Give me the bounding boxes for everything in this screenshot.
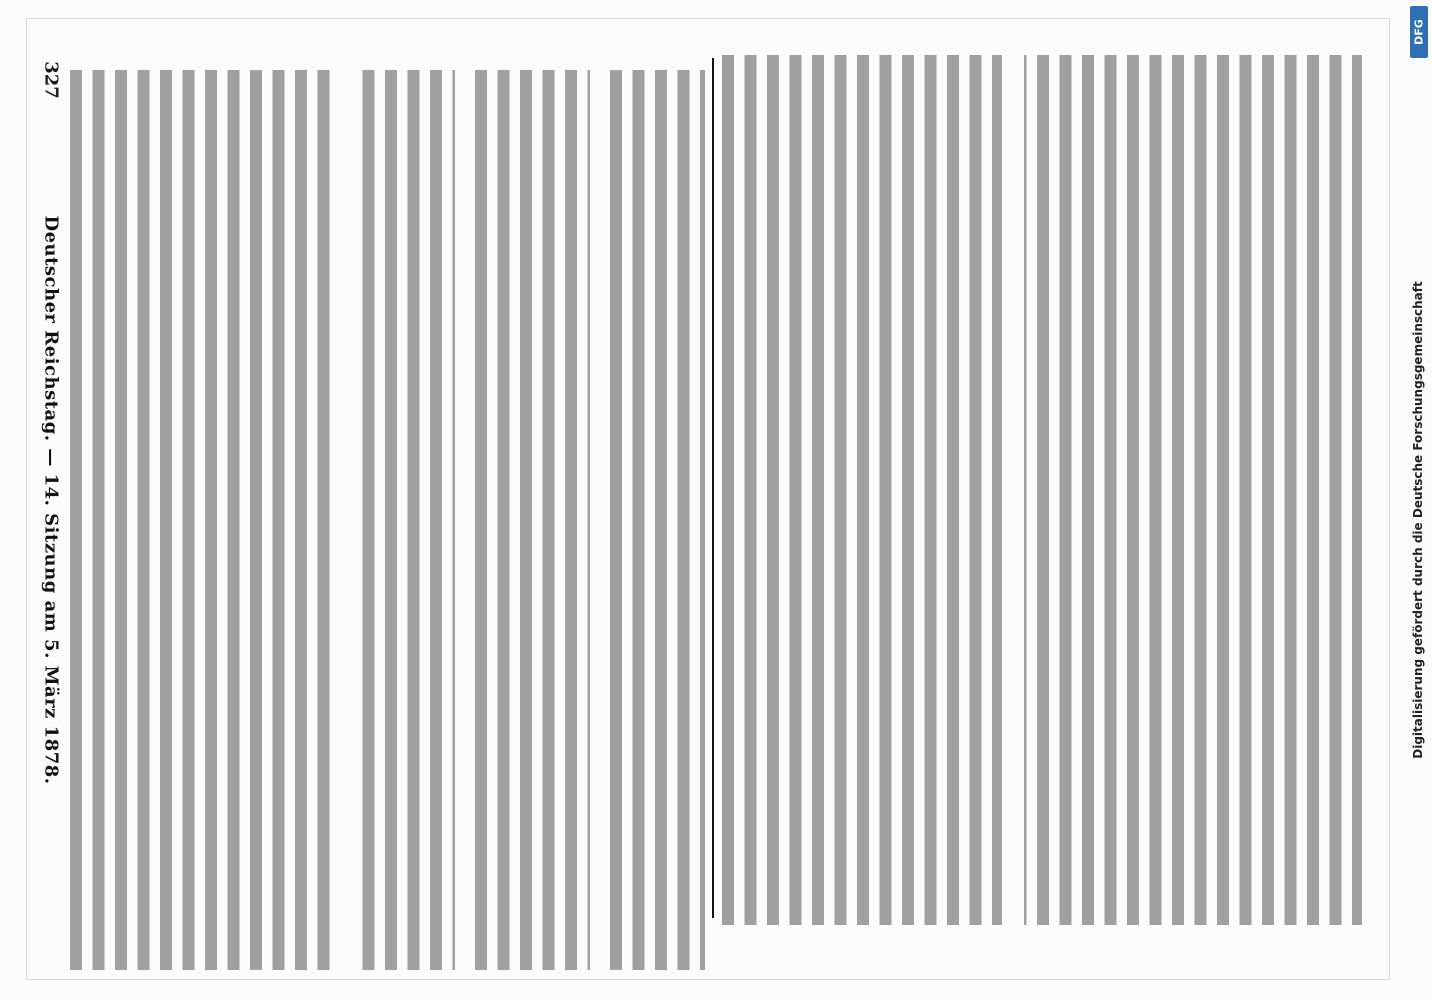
digitization-credit: Digitalisierung gefördert durch die Deutsche Forschungsgemeinschaft xyxy=(1411,281,1425,759)
credit-margin xyxy=(1404,0,1432,1000)
dfg-logo xyxy=(1410,6,1428,58)
running-header xyxy=(38,60,64,940)
column-divider xyxy=(712,58,714,918)
text-column-left xyxy=(70,70,705,970)
running-title: Deutscher Reichstag. — 14. Sitzung am 5. März 1878. xyxy=(40,215,62,785)
dfg-badge-label: DFG xyxy=(1412,19,1426,45)
page-number: 327 xyxy=(40,61,62,99)
paragraph-break xyxy=(590,70,608,970)
page-number-box xyxy=(36,60,66,100)
paragraph-break xyxy=(330,70,352,970)
paragraph-break xyxy=(1002,55,1024,925)
text-column-right xyxy=(722,55,1362,925)
paragraph-break xyxy=(455,70,473,970)
